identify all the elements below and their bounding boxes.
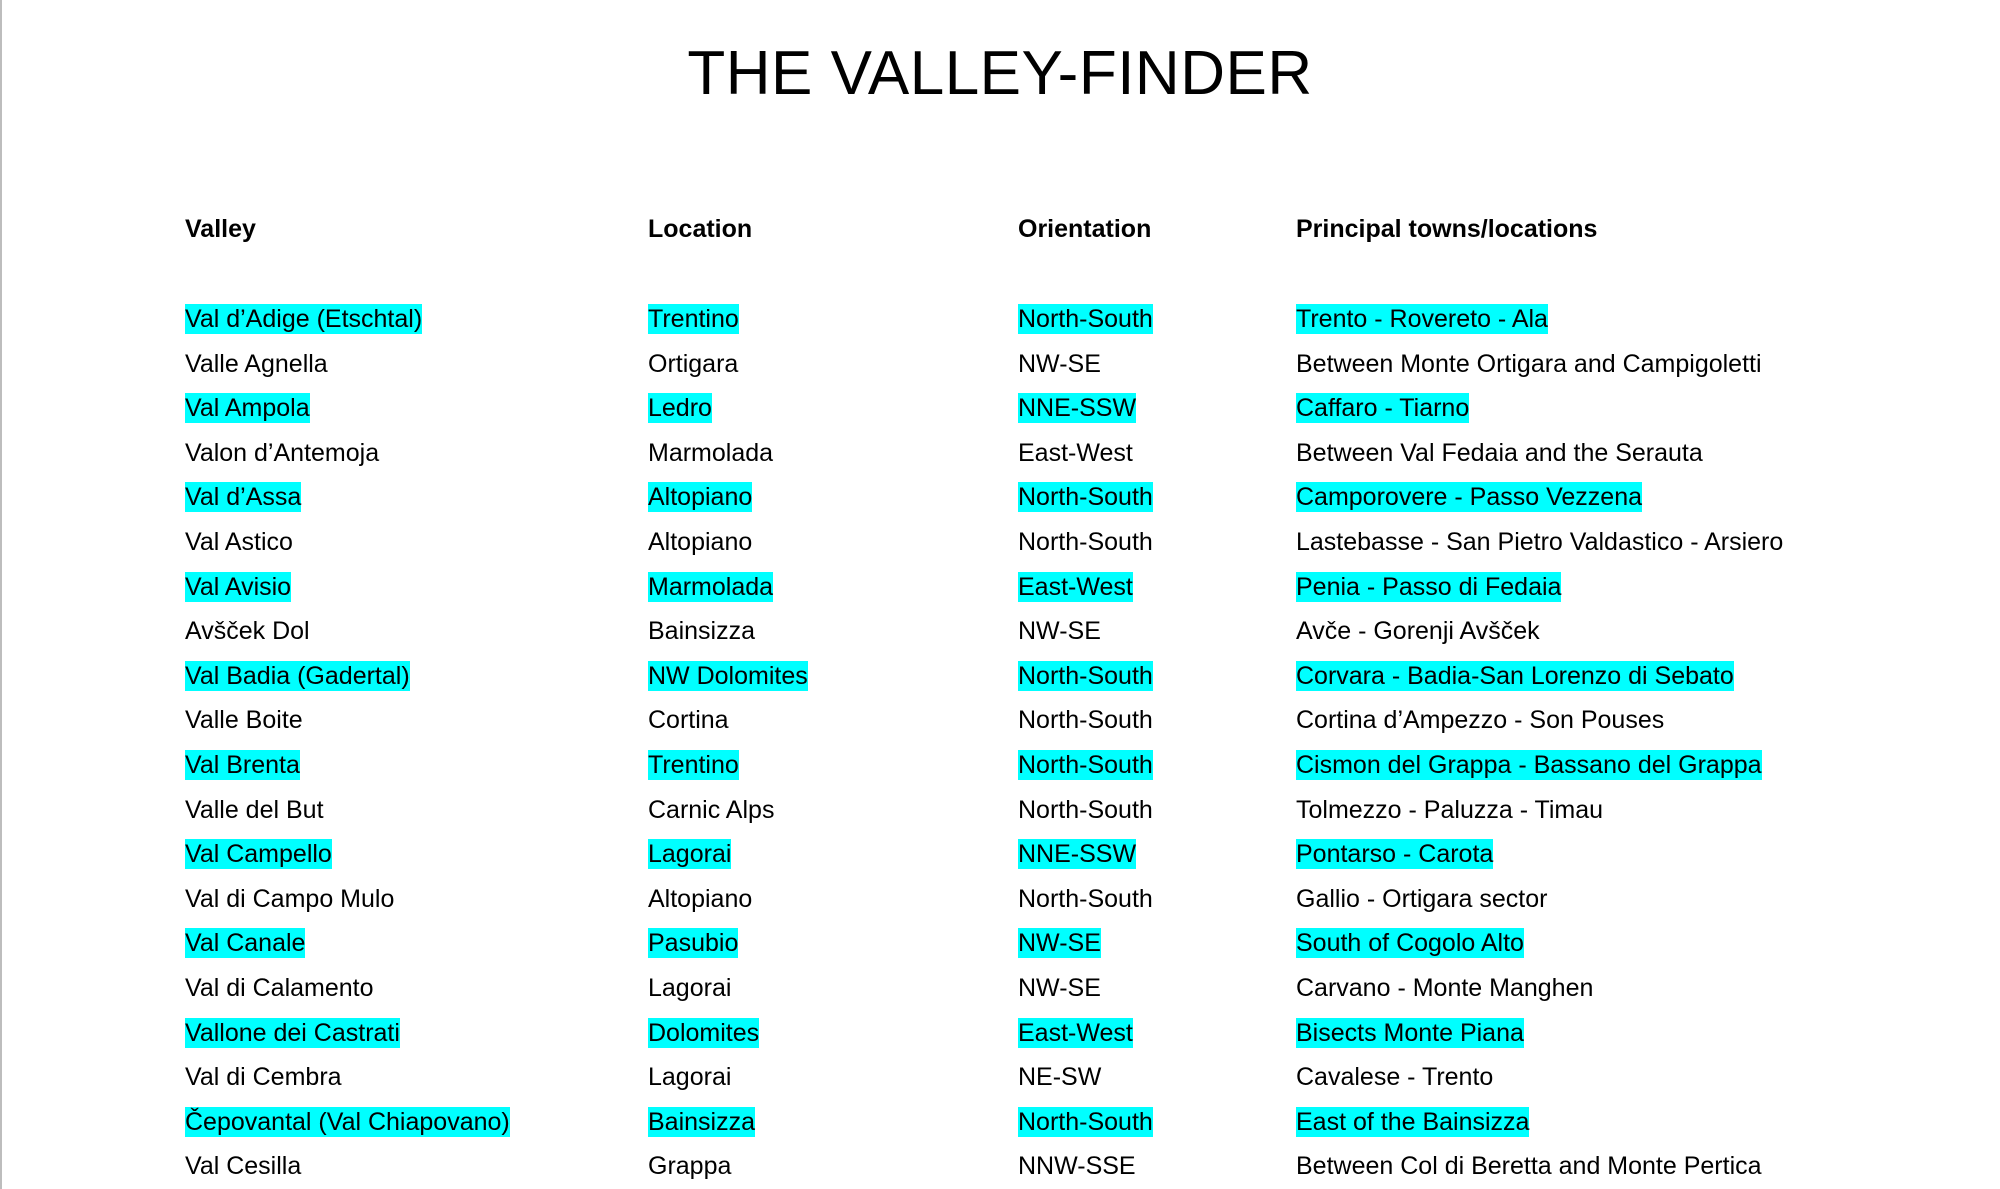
table-header	[0, 214, 2000, 248]
cell-orientation: East-West	[1018, 1019, 1133, 1047]
cell-valley: Val Badia (Gadertal)	[185, 662, 410, 690]
cell-valley: Val Canale	[185, 929, 306, 957]
table-row	[0, 1107, 2000, 1137]
cell-principal-towns: Between Monte Ortigara and Campigoletti	[1296, 350, 1762, 378]
cell-principal-towns: South of Cogolo Alto	[1296, 929, 1524, 957]
page-title: THE VALLEY-FINDER	[687, 39, 1313, 108]
cell-principal-towns: Between Val Fedaia and the Serauta	[1296, 439, 1703, 467]
table-row	[0, 349, 2000, 379]
cell-location: Lagorai	[648, 840, 732, 868]
cell-principal-towns: Cortina d’Ampezzo - Son Pouses	[1296, 706, 1665, 734]
cell-orientation: North-South	[1018, 528, 1153, 556]
cell-valley: Val di Calamento	[185, 974, 374, 1002]
cell-orientation: NE-SW	[1018, 1063, 1102, 1091]
cell-principal-towns: Carvano - Monte Manghen	[1296, 974, 1594, 1002]
cell-location: NW Dolomites	[648, 662, 808, 690]
cell-valley: Val Astico	[185, 528, 293, 556]
table-row	[0, 616, 2000, 646]
cell-location: Altopiano	[648, 885, 753, 913]
header-location: Location	[648, 215, 753, 243]
cell-orientation: NW-SE	[1018, 974, 1101, 1002]
cell-principal-towns: Cavalese - Trento	[1296, 1063, 1494, 1091]
cell-orientation: North-South	[1018, 305, 1153, 333]
cell-location: Grappa	[648, 1152, 732, 1180]
cell-location: Bainsizza	[648, 617, 755, 645]
cell-orientation: East-West	[1018, 439, 1133, 467]
table-row	[0, 572, 2000, 602]
cell-location: Altopiano	[648, 483, 753, 511]
cell-principal-towns: Bisects Monte Piana	[1296, 1019, 1524, 1047]
cell-location: Lagorai	[648, 1063, 732, 1091]
cell-orientation: NW-SE	[1018, 929, 1101, 957]
table-row	[0, 527, 2000, 557]
cell-orientation: North-South	[1018, 662, 1153, 690]
cell-location: Pasubio	[648, 929, 739, 957]
cell-principal-towns: Trento - Rovereto - Ala	[1296, 305, 1548, 333]
cell-principal-towns: Penia - Passo di Fedaia	[1296, 573, 1562, 601]
table-row	[0, 750, 2000, 780]
table-row	[0, 884, 2000, 914]
cell-valley: Valle Boite	[185, 706, 303, 734]
header-principal-towns: Principal towns/locations	[1296, 215, 1598, 243]
cell-valley: Val Cesilla	[185, 1152, 302, 1180]
cell-principal-towns: Lastebasse - San Pietro Valdastico - Arsiero	[1296, 528, 1784, 556]
cell-orientation: NNE-SSW	[1018, 394, 1137, 422]
table-row	[0, 928, 2000, 958]
cell-principal-towns: Cismon del Grappa - Bassano del Grappa	[1296, 751, 1762, 779]
cell-location: Trentino	[648, 305, 739, 333]
cell-orientation: North-South	[1018, 885, 1153, 913]
cell-valley: Val d’Adige (Etschtal)	[185, 305, 423, 333]
table-row	[0, 705, 2000, 735]
cell-principal-towns: Tolmezzo - Paluzza - Timau	[1296, 796, 1604, 824]
cell-location: Cortina	[648, 706, 729, 734]
cell-principal-towns: Camporovere - Passo Vezzena	[1296, 483, 1643, 511]
cell-orientation: NNE-SSW	[1018, 840, 1137, 868]
table-row	[0, 1151, 2000, 1181]
cell-location: Marmolada	[648, 573, 774, 601]
cell-orientation: NW-SE	[1018, 350, 1101, 378]
cell-valley: Vallone dei Castrati	[185, 1019, 400, 1047]
cell-valley: Valle Agnella	[185, 350, 328, 378]
header-valley: Valley	[185, 215, 256, 243]
cell-principal-towns: East of the Bainsizza	[1296, 1108, 1530, 1136]
cell-orientation: NNW-SSE	[1018, 1152, 1136, 1180]
cell-valley: Val Ampola	[185, 394, 310, 422]
table-row	[0, 482, 2000, 512]
cell-valley: Val Avisio	[185, 573, 292, 601]
table-row	[0, 1018, 2000, 1048]
cell-orientation: North-South	[1018, 1108, 1153, 1136]
cell-location: Dolomites	[648, 1019, 760, 1047]
table-row	[0, 839, 2000, 869]
cell-valley: Val di Cembra	[185, 1063, 342, 1091]
cell-location: Ortigara	[648, 350, 739, 378]
cell-valley: Val Campello	[185, 840, 332, 868]
cell-location: Ledro	[648, 394, 712, 422]
cell-principal-towns: Pontarso - Carota	[1296, 840, 1494, 868]
cell-orientation: North-South	[1018, 483, 1153, 511]
cell-location: Trentino	[648, 751, 739, 779]
table-row	[0, 661, 2000, 691]
cell-orientation: North-South	[1018, 796, 1153, 824]
cell-valley: Val d’Assa	[185, 483, 302, 511]
table-row	[0, 1062, 2000, 1092]
cell-principal-towns: Corvara - Badia-San Lorenzo di Sebato	[1296, 662, 1734, 690]
cell-orientation: NW-SE	[1018, 617, 1101, 645]
cell-location: Lagorai	[648, 974, 732, 1002]
cell-valley: Čepovantal (Val Chiapovano)	[185, 1108, 510, 1136]
cell-valley: Valle del But	[185, 796, 324, 824]
cell-principal-towns: Gallio - Ortigara sector	[1296, 885, 1548, 913]
cell-valley: Valon d’Antemoja	[185, 439, 380, 467]
cell-location: Altopiano	[648, 528, 753, 556]
cell-location: Marmolada	[648, 439, 774, 467]
cell-valley: Avšček Dol	[185, 617, 310, 645]
cell-principal-towns: Caffaro - Tiarno	[1296, 394, 1470, 422]
cell-principal-towns: Between Col di Beretta and Monte Pertica	[1296, 1152, 1762, 1180]
cell-location: Bainsizza	[648, 1108, 755, 1136]
table-row	[0, 973, 2000, 1003]
cell-orientation: East-West	[1018, 573, 1133, 601]
cell-orientation: North-South	[1018, 751, 1153, 779]
table-row	[0, 438, 2000, 468]
cell-valley: Val di Campo Mulo	[185, 885, 395, 913]
cell-orientation: North-South	[1018, 706, 1153, 734]
cell-valley: Val Brenta	[185, 751, 300, 779]
header-orientation: Orientation	[1018, 215, 1152, 243]
table-row	[0, 304, 2000, 334]
cell-location: Carnic Alps	[648, 796, 775, 824]
cell-principal-towns: Avče - Gorenji Avšček	[1296, 617, 1540, 645]
table-row	[0, 393, 2000, 423]
table-row	[0, 795, 2000, 825]
